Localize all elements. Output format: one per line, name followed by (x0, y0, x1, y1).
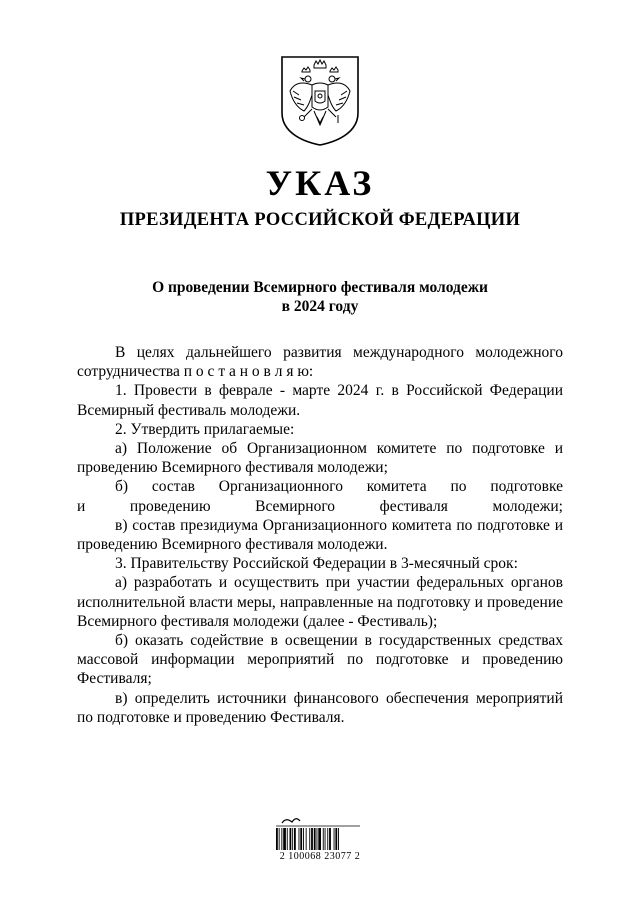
paragraph-item-3c: в) определить источники финансового обеспечения мероприятий по подготовке и проведению Фестиваля. (77, 689, 563, 726)
paragraph-item-2: 2. Утвердить прилагаемые: (115, 420, 295, 438)
paragraph-preamble: В целях дальнейшего развития международного молодежного сотрудничества п о с т а н о в л я ю: (77, 344, 563, 381)
paragraph-item-2b (77, 477, 563, 515)
paragraph-item-1: 1. Провести в феврале - марте 2024 г. в Российской Федерации Всемирный фестиваль молодежи. (77, 382, 563, 419)
heading-line-2: в 2024 году (281, 298, 359, 315)
heading-line-1: О проведении Всемирного фестиваля молодежи (152, 279, 488, 296)
document-body (77, 343, 563, 727)
document-heading (0, 278, 640, 316)
registration-mark-icon (276, 813, 366, 829)
document-subtitle: ПРЕЗИДЕНТА РОССИЙСКОЙ ФЕДЕРАЦИИ (119, 210, 521, 230)
paragraph-item-3b: б) оказать содействие в освещении в государственных средствах массовой информации мероприятий по подготовке и проведению Фестиваля; (77, 632, 563, 688)
paragraph-item-2b-text: б) состав Организационного комитета по подготовке и проведению Всемирного фестиваля молодежи; (77, 478, 563, 515)
barcode-number: 2 100068 23077 2 (279, 851, 361, 862)
paragraph-item-3a: а) разработать и осуществить при участии федеральных органов исполнительной власти меры, направленные на подготовку и проведение Всемирного фестиваля молодежи (далее - Фестиваль); (77, 574, 563, 630)
document-title: УКАЗ (265, 163, 375, 203)
coat-of-arms-icon (278, 55, 362, 147)
paragraph-item-3: 3. Правительству Российской Федерации в 3-месячный срок: (115, 555, 518, 573)
paragraph-item-2c: в) состав президиума Организационного комитета по подготовке и проведению Всемирного фестиваля молодежи. (77, 516, 563, 554)
barcode-icon (276, 828, 360, 850)
paragraph-item-2a: а) Положение об Организационном комитете по подготовке и проведению Всемирного фестиваля молодежи; (77, 440, 563, 477)
